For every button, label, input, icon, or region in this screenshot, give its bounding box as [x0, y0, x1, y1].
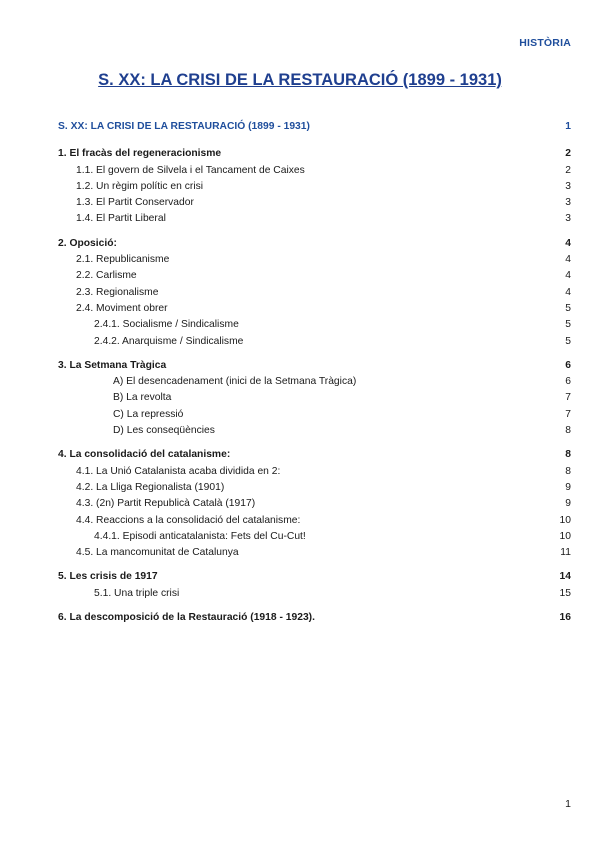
toc-entry-page-number: 3	[565, 213, 571, 225]
page-number: 1	[565, 798, 571, 810]
toc-entry-page-number: 4	[565, 286, 571, 298]
toc-entry-page-number: 9	[565, 481, 571, 493]
toc-entry-label[interactable]: B) La revolta	[113, 392, 172, 404]
toc-entry-label[interactable]: 5. Les crisis de 1917	[58, 571, 158, 583]
toc-entry-page-number: 2	[565, 148, 571, 160]
toc-entry-label[interactable]: 1.2. Un règim polític en crisi	[76, 180, 204, 192]
toc-entry-label[interactable]: 6. La descomposició de la Restauració (1918 - 1923).	[58, 612, 315, 624]
toc-entry-page-number: 4	[565, 270, 571, 282]
toc-entry[interactable]	[58, 447, 571, 463]
toc-entry-label[interactable]: 2.1. Republicanisme	[76, 254, 170, 266]
toc-entry-page-number: 3	[565, 197, 571, 209]
toc-entry[interactable]	[58, 545, 571, 561]
toc-entry[interactable]	[58, 236, 571, 252]
toc-entry-page-number: 4	[565, 237, 571, 249]
toc-entry-label[interactable]: 4.5. La mancomunitat de Catalunya	[76, 547, 239, 559]
toc-entry-label[interactable]: 4.3. (2n) Partit Republicà Català (1917)	[76, 498, 256, 510]
toc-entry[interactable]	[58, 407, 571, 423]
toc-entry-page-number: 8	[565, 425, 571, 437]
toc-entry-page-number: 10	[559, 514, 571, 526]
toc-entry-page-number: 1	[565, 121, 571, 132]
toc-entry[interactable]	[58, 569, 571, 585]
toc-entry-page-number: 14	[559, 571, 571, 583]
toc-entry-label[interactable]: D) Les conseqüències	[113, 425, 215, 437]
toc-entry-label[interactable]: 4. La consolidació del catalanisme:	[58, 449, 231, 461]
toc-entry-page-number: 9	[565, 498, 571, 510]
toc-entry-page-number: 8	[565, 465, 571, 477]
toc-entry-label[interactable]: 2.4.1. Socialisme / Sindicalisme	[94, 319, 239, 331]
toc-entry[interactable]	[58, 179, 571, 195]
toc-entry[interactable]	[58, 496, 571, 512]
toc-entry[interactable]	[58, 146, 571, 162]
toc-entry[interactable]	[58, 163, 571, 179]
toc-entry-page-number: 10	[559, 530, 571, 542]
toc-entry[interactable]	[58, 529, 571, 545]
toc-entry[interactable]	[58, 586, 571, 602]
toc-entry-page-number: 3	[565, 180, 571, 192]
toc-entry[interactable]	[58, 390, 571, 406]
toc-entry-label[interactable]: 4.1. La Unió Catalanista acaba dividida en 2:	[76, 465, 281, 477]
toc-entry-page-number: 11	[560, 547, 571, 559]
toc-entry-label[interactable]: 1. El fracàs del regeneracionisme	[58, 148, 222, 160]
toc-entry[interactable]	[58, 464, 571, 480]
toc-entry-page-number: 7	[565, 408, 571, 420]
toc-entry[interactable]	[58, 119, 571, 135]
toc-entry[interactable]	[58, 480, 571, 496]
toc-entry-page-number: 5	[565, 319, 571, 331]
toc-entry-page-number: 4	[565, 254, 571, 266]
toc-entry-label[interactable]: 2. Oposició:	[58, 237, 117, 249]
toc-entry-label[interactable]: 1.1. El govern de Silvela i el Tancament de Caixes	[76, 164, 305, 176]
toc-entry[interactable]	[58, 610, 571, 626]
toc-entry[interactable]	[58, 211, 571, 227]
toc-entry-label[interactable]: 5.1. Una triple crisi	[94, 587, 180, 599]
toc-entry-label[interactable]: C) La repressió	[113, 408, 184, 420]
toc-entry-page-number: 6	[565, 359, 571, 371]
document-title	[0, 71, 600, 90]
toc-entry-label[interactable]: 2.2. Carlisme	[76, 270, 137, 282]
toc-entry-label[interactable]: A) El desencadenament (inici de la Setmana Tràgica)	[113, 376, 357, 388]
toc-entry[interactable]	[58, 358, 571, 374]
toc-entry-label[interactable]: 2.3. Regionalisme	[76, 286, 159, 298]
toc-entry-page-number: 8	[565, 449, 571, 461]
toc-entry-page-number: 15	[559, 587, 571, 599]
toc-entry-label[interactable]: 4.4.1. Episodi anticatalanista: Fets del Cu-Cut!	[94, 530, 306, 542]
toc-entry[interactable]	[58, 285, 571, 301]
toc-entry-label[interactable]: 4.2. La Lliga Regionalista (1901)	[76, 481, 225, 493]
toc-entry-label[interactable]: 2.4. Moviment obrer	[76, 302, 168, 314]
toc-entry[interactable]	[58, 301, 571, 317]
toc-entry[interactable]	[58, 317, 571, 333]
toc-entry[interactable]	[58, 374, 571, 390]
toc-entry[interactable]	[58, 334, 571, 350]
toc-entry[interactable]	[58, 513, 571, 529]
toc-entry-page-number: 2	[565, 164, 571, 176]
toc-entry-page-number: 5	[565, 302, 571, 314]
toc-entry-label[interactable]: 3. La Setmana Tràgica	[58, 359, 167, 371]
toc-entry-page-number: 7	[565, 392, 571, 404]
toc-entry[interactable]	[58, 268, 571, 284]
toc-entry-label[interactable]: 4.4. Reaccions a la consolidació del catalanisme:	[76, 514, 301, 526]
toc-entry-label[interactable]: 2.4.2. Anarquisme / Sindicalisme	[94, 335, 244, 347]
toc-entry-label[interactable]: 1.4. El Partit Liberal	[76, 213, 166, 225]
table-of-contents	[58, 119, 571, 626]
toc-entry-label[interactable]: 1.3. El Partit Conservador	[76, 197, 194, 209]
document-title-text: S. XX: LA CRISI DE LA RESTAURACIÓ (1899 - 1931)	[98, 71, 502, 89]
toc-entry-page-number: 6	[565, 376, 571, 388]
toc-entry[interactable]	[58, 195, 571, 211]
toc-entry[interactable]	[58, 423, 571, 439]
toc-entry[interactable]	[58, 252, 571, 268]
toc-entry-label[interactable]: S. XX: LA CRISI DE LA RESTAURACIÓ (1899 - 1931)	[58, 121, 310, 132]
toc-entry-page-number: 16	[559, 612, 571, 624]
toc-entry-page-number: 5	[565, 335, 571, 347]
subject-header: HISTÒRIA	[519, 37, 571, 49]
